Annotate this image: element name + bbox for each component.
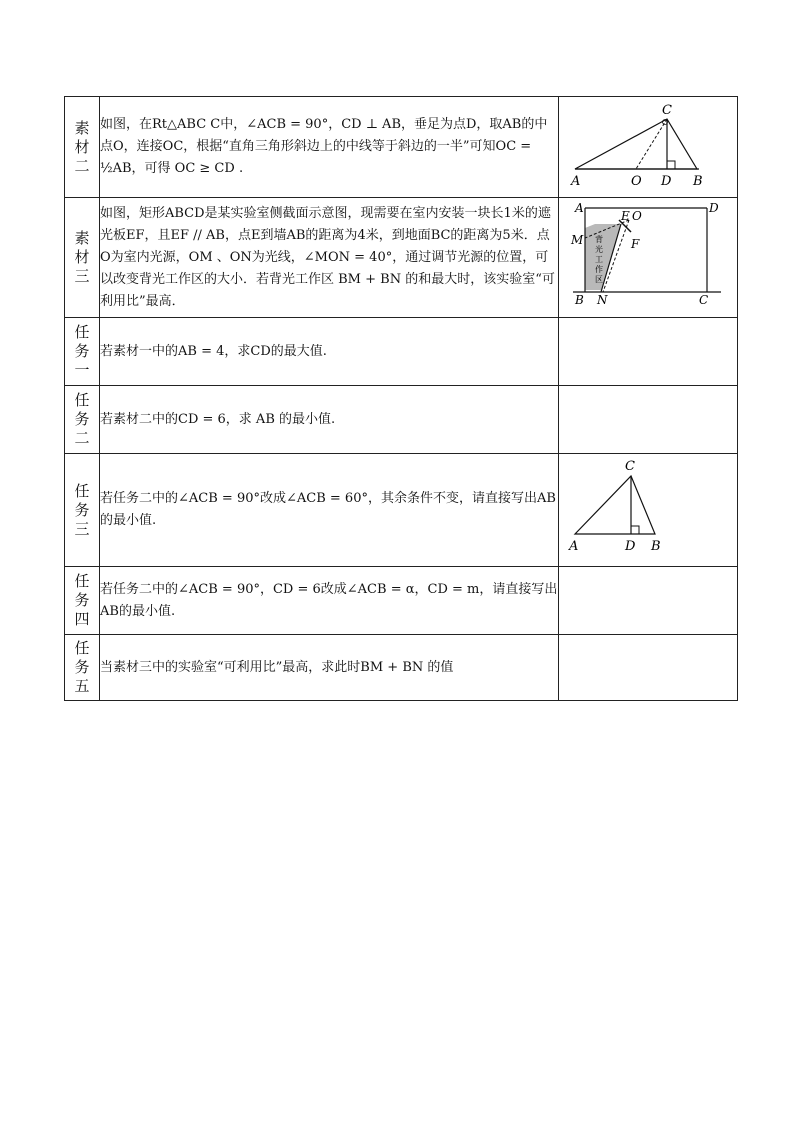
figure-cell [559, 454, 738, 567]
row-text: 若任务二中的∠ACB = 90°，CD = 6改成∠ACB = α，CD = m，请直接写出AB的最小值. [100, 567, 559, 635]
row-label [65, 567, 100, 635]
row-label [65, 318, 100, 386]
point-label-d: D [661, 174, 672, 189]
empty-cell [559, 567, 738, 635]
point-label-e: E [621, 209, 630, 223]
point-label-b: B [575, 293, 584, 307]
label-char: 四 [74, 610, 90, 628]
region-char: 区 [595, 275, 603, 284]
table-row [65, 567, 738, 635]
table-row [65, 454, 738, 567]
empty-cell [559, 386, 738, 454]
label-char: 素 [74, 118, 90, 137]
figure-cell [559, 97, 738, 198]
label-char: 三 [74, 267, 90, 285]
row-label [65, 635, 100, 701]
row-text: 若任务二中的∠ACB = 90°改成∠ACB = 60°，其余条件不变，请直接写出AB的最小值. [100, 454, 559, 567]
row-text: 如图，在Rt△ABC C中，∠ACB = 90°，CD ⊥ AB，垂足为点D，取AB的中点O，连接OC，根据“直角三角形斜边上的中线等于斜边的一半”可知OC = ½AB，可得 OC ≥ CD . [100, 97, 559, 198]
label-char: 任 [74, 323, 90, 341]
row-label [65, 454, 100, 567]
triangle-60-figure [559, 454, 737, 562]
label-char: 任 [74, 572, 90, 590]
label-char: 素 [74, 229, 90, 247]
row-label [65, 386, 100, 454]
region-char: 工 [595, 255, 603, 264]
figure-cell [559, 198, 738, 318]
point-label-c: C [625, 459, 635, 474]
label-char: 务 [74, 410, 90, 428]
point-label-b: B [651, 539, 661, 554]
label-char: 材 [74, 248, 90, 266]
point-label-o: O [631, 174, 642, 189]
point-label-m: M [571, 233, 584, 247]
region-char: 作 [595, 265, 603, 274]
label-char: 二 [74, 429, 90, 447]
label-char: 任 [74, 391, 90, 409]
row-text: 如图，矩形ABCD是某实验室侧截面示意图，现需要在室内安装一块长1米的遮光板EF，且EF // AB，点E到墙AB的距离为4米，到地面BC的距离为5米．点O为室内光源，OM 、ON为光线，∠MON = 40°，通过调节光源的位置，可以改变背光工作区的大小．若背光工作区 BM + BN 的和最大时，该实验室“可利用比”最高． [100, 198, 559, 318]
material-task-table [64, 96, 738, 701]
label-char: 务 [74, 658, 90, 676]
table-row [65, 635, 738, 701]
point-label-c: C [699, 293, 709, 307]
table-row [65, 386, 738, 454]
point-label-d: D [625, 539, 636, 554]
point-label-n: N [597, 293, 608, 307]
empty-cell [559, 635, 738, 701]
point-label-b: B [693, 174, 703, 189]
label-char: 五 [74, 677, 90, 695]
point-label-a: A [575, 201, 584, 215]
point-label-d: D [709, 201, 719, 215]
table-row [65, 97, 738, 198]
point-label-a: A [569, 539, 579, 554]
row-label [65, 97, 100, 198]
label-char: 任 [74, 481, 90, 500]
right-triangle-figure [559, 97, 737, 193]
label-char: 务 [74, 342, 90, 360]
label-char: 一 [74, 361, 90, 379]
label-char: 任 [74, 639, 90, 657]
region-char: 背 [595, 235, 603, 244]
lab-cross-section-figure [559, 198, 737, 313]
empty-cell [559, 318, 738, 386]
point-label-f: F [631, 237, 640, 251]
table-row [65, 318, 738, 386]
label-char: 务 [74, 591, 90, 609]
point-label-o: O [632, 209, 642, 223]
label-char: 材 [74, 137, 90, 156]
label-char: 二 [74, 156, 90, 175]
point-label-c: C [662, 103, 672, 118]
row-text: 若素材二中的CD = 6，求 AB 的最小值. [100, 386, 559, 454]
region-char: 光 [595, 245, 603, 254]
row-text: 当素材三中的实验室“可利用比”最高，求此时BM + BN 的值 [100, 635, 559, 701]
point-label-a: A [571, 174, 581, 189]
row-text: 若素材一中的AB = 4，求CD的最大值. [100, 318, 559, 386]
row-label [65, 198, 100, 318]
label-char: 务 [74, 500, 90, 519]
table-row [65, 198, 738, 318]
label-char: 三 [74, 519, 90, 538]
